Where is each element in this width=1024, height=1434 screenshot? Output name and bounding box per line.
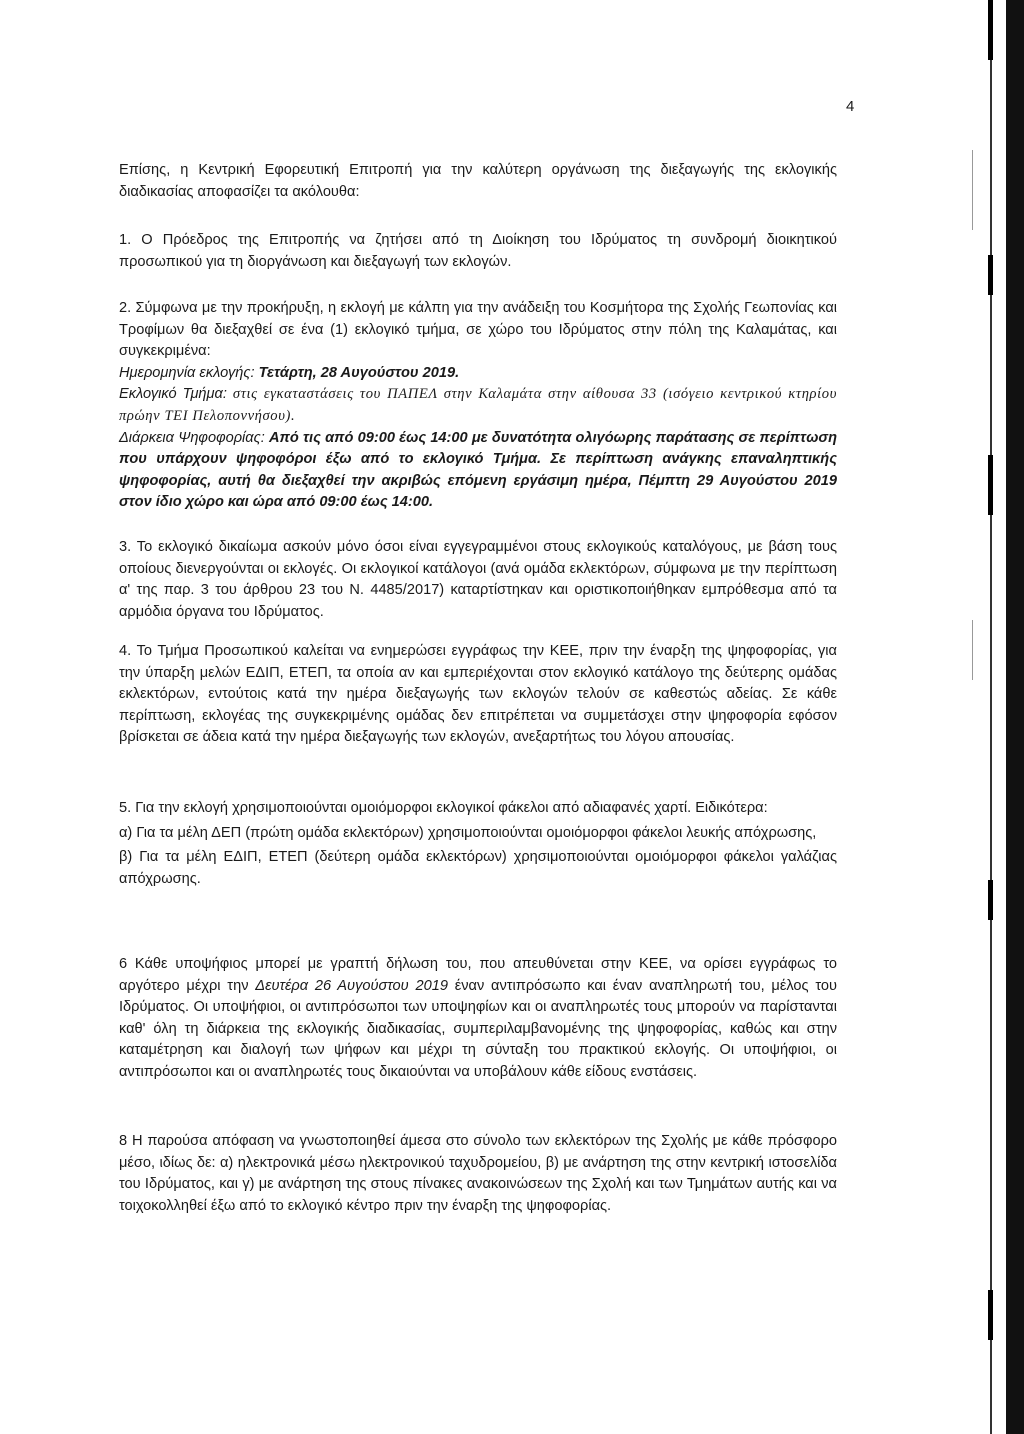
page-number: 4 [846,98,855,115]
scan-edge-mark [972,150,973,230]
item-6-date: Δευτέρα 26 Αυγούστου 2019 [255,977,448,994]
scan-edge-mark [988,0,993,60]
scan-edge-mark [988,880,993,920]
item-5-a: α) Για τα μέλη ΔΕΠ (πρώτη ομάδα εκλεκτόρων) χρησιμοποιούνται ομοιόμορφοι φάκελοι λευκής απόχρωσης, [119,824,817,841]
item-4: 4. Το Τμήμα Προσωπικού καλείται να ενημερώσει εγγράφως την ΚΕΕ, πριν την έναρξη της ψηφοφορίας, για την ύπαρξη μελών ΕΔΙΠ, ΕΤΕΠ, τα οποία αν και εμπεριέχονται στον εκλογικό κατάλογο της δεύτερης ομάδας εκλεκτόρων, εντούτοις κατά την ημέρα διεξαγωγής των εκλογών τελούν σε καθεστώς αδείας. Σε κάθε περίπτωση, εκλογέας της συγκεκριμένης ομάδας δεν επιτρέπεται να συμμετάσχει στην ψηφοφορία εφόσον βρίσκεται σε άδεια κατά την ημέρα διεξαγωγής των εκλογών, ανεξαρτήτως του λόγου απουσίας. [119,643,837,746]
item-6 [119,954,837,1084]
intro-paragraph: Επίσης, η Κεντρική Εφορευτική Επιτροπή για την καλύτερη οργάνωση της διεξαγωγής της εκλογικής διαδικασίας αποφασίζει τα ακόλουθα: [119,162,837,200]
item-5-b: β) Για τα μέλη ΕΔΙΠ, ΕΤΕΠ (δεύτερη ομάδα εκλεκτόρων) χρησιμοποιούνται ομοιόμορφοι φάκελοι γαλάζιας απόχρωσης. [119,849,837,887]
item-2-duration-value: Από τις από 09:00 έως 14:00 με δυνατότητα ολιγόωρης παράτασης σε περίπτωση που υπάρχουν ψηφοφόροι έξω από το εκλογικό Τμήμα. Σε περίπτωση ανάγκης επαναληπτικής ψηφοφορίας, αυτή θα διεξαχθεί την ακριβώς επόμενη εργάσιμη ημέρα, Πέμπτη 29 Αυγούστου 2019 στον ίδιο χώρο και ώρα από 09:00 έως 14:00. [119,429,837,511]
scan-edge-mark [988,455,993,515]
item-6-part1: 6 Κάθε υποψήφιος μπορεί με γραπτή δήλωση του, που απευθύνεται στην ΚΕΕ, να ορίσει εγγράφως το αργότερο μέχρι την [119,956,837,994]
scan-edge-dark [1006,0,1024,1434]
item-2-text: 2. Σύμφωνα με την προκήρυξη, η εκλογή με κάλπη για την ανάδειξη του Κοσμήτορα της Σχολής Γεωπονίας και Τροφίμων θα διεξαχθεί σε ένα (1) εκλογικό τμήμα, σε χώρο του Ιδρύματος στην πόλη της Καλαμάτας, και συγκεκριμένα: [119,300,837,360]
scan-edge-mark [972,620,973,680]
scan-edge-line [990,0,992,1434]
scan-edge-mark [988,1290,993,1340]
item-2-section-value: στις εγκαταστάσεις του ΠΑΠΕΛ στην Καλαμάτα στην αίθουσα 33 (ισόγειο κεντρικού κτηρίου πρώην ΤΕΙ Πελοποννήσου). [119,386,837,424]
item-1: 1. Ο Πρόεδρος της Επιτροπής να ζητήσει από τη Διοίκηση του Ιδρύματος τη συνδρομή διοικητικού προσωπικού για τη διοργάνωση και διεξαγωγή των εκλογών. [119,232,837,270]
item-3: 3. Το εκλογικό δικαίωμα ασκούν μόνο όσοι είναι εγγεγραμμένοι στους εκλογικούς καταλόγους, με βάση τους οποίους διενεργούνται οι εκλογές. Οι εκλογικοί κατάλογοι (ανά ομάδα εκλεκτόρων, σύμφωνα με την περίπτωση α' της παρ. 3 του άρθρου 23 του Ν. 4485/2017) καταρτίστηκαν και οριστικοποιήθηκαν εμπρόθεσμα από τα αρμόδια όργανα του Ιδρύματος. [119,539,837,620]
scan-edge-mark [988,255,993,295]
item-5 [119,798,837,893]
item-2-duration-label: Διάρκεια Ψηφοφορίας: [119,429,269,446]
item-2-date-label: Ημερομηνία εκλογής: [119,364,259,381]
item-2 [119,298,837,514]
item-6-part2: έναν αντιπρόσωπο και έναν αναπληρωτή του, μέλος του Ιδρύματος. Οι υποψήφιοι, οι αντιπρόσωποι των υποψηφίων και οι αναπληρωτές τους μπορούν να παρίστανται καθ' όλη τη διάρκεια της εκλογικής διαδικασίας, συμπεριλαμβανομένης της ψηφοφορίας, καθώς και στην καταμέτρηση και διαλογή των ψήφων και μέχρι τη σύνταξη του πρακτικού εκλογής. Οι υποψήφιοι, οι αντιπρόσωποι και οι αναπληρωτές τους δικαιούνται να υποβάλουν κάθε είδους ενστάσεις. [119,977,837,1080]
item-2-date-value: Τετάρτη, 28 Αυγούστου 2019. [258,364,460,381]
item-5-intro: 5. Για την εκλογή χρησιμοποιούνται ομοιόμορφοι εκλογικοί φάκελοι από αδιαφανές χαρτί. Ειδικότερα: [119,800,768,816]
item-8: 8 Η παρούσα απόφαση να γνωστοποιηθεί άμεσα στο σύνολο των εκλεκτόρων της Σχολής με κάθε πρόσφορο μέσο, ιδίως δε: α) ηλεκτρονικά μέσω ηλεκτρονικού ταχυδρομείου, β) με ανάρτηση της στην κεντρική ιστοσελίδα του Ιδρύματος, και γ) με ανάρτηση της στους πίνακες ανακοινώσεων της Σχολή και των Τμημάτων αυτής και να τοιχοκολληθεί έξω από το εκλογικό κέντρο πριν την έναρξη της ψηφοφορίας. [119,1133,837,1214]
item-2-section-label: Εκλογικό Τμήμα: [119,386,233,403]
